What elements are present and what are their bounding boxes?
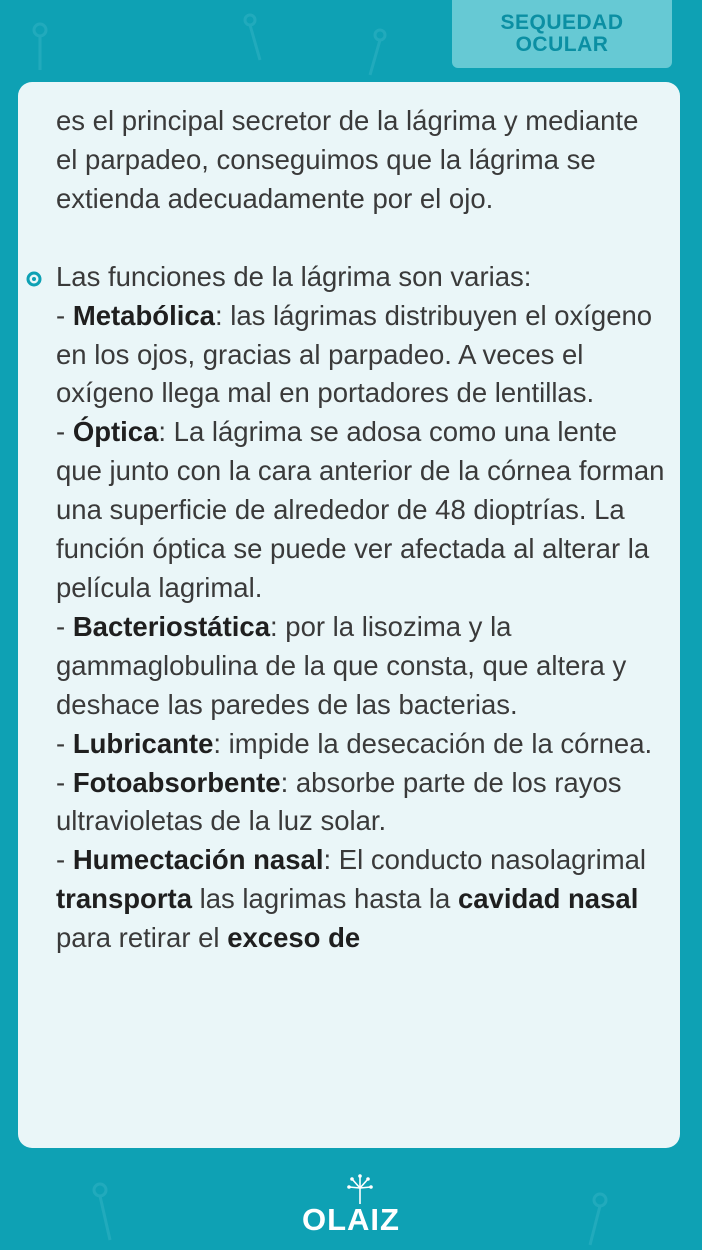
function-term: Bacteriostática xyxy=(72,610,270,642)
tag-line-1: SEQUEDAD xyxy=(500,11,624,34)
function-text: : absorbe parte de los rayos ultravioletas de la luz solar. xyxy=(56,766,622,837)
function-item-metabolica: - Metabólica: las lágrimas distribuyen el oxígeno en los ojos, gracias al parpadeo. A veces el oxígeno llega mal en portadores de lentillas. xyxy=(56,299,653,409)
highlight-text: cavidad nasal xyxy=(457,883,639,915)
highlight-text: transporta xyxy=(56,883,192,915)
function-item-bacteriostatica: - Bacteriostática: por la lisozima y la gammaglobulina de la que consta, que altera y deshace las paredes de las bacterias. xyxy=(56,610,627,720)
function-term: Fotoabsorbente xyxy=(72,766,281,798)
highlight-text: exceso de xyxy=(227,922,361,954)
function-term: Lubricante xyxy=(72,727,214,759)
functions-title: Las funciones de la lágrima son varias: xyxy=(56,260,532,292)
tag-line-2: OCULAR xyxy=(515,33,609,56)
function-term: Óptica xyxy=(72,416,159,448)
function-item-humectacion: - Humectación nasal: El conducto nasolagrimal transporta las lagrimas hasta la cavidad nasal para retirar el exceso de xyxy=(56,844,647,954)
function-item-fotoabsorbente: - Fotoabsorbente: absorbe parte de los rayos ultravioletas de la luz solar. xyxy=(56,766,622,837)
category-tag xyxy=(452,0,672,68)
functions-section xyxy=(56,258,666,297)
bullet-icon xyxy=(26,271,42,287)
brand-logo xyxy=(0,1178,702,1238)
function-text: : las lágrimas distribuyen el oxígeno en los ojos, gracias al parpadeo. A veces el oxígeno llega mal en portadores de lentillas. xyxy=(56,299,653,409)
function-text: las lagrimas hasta la xyxy=(192,883,458,915)
function-text: : impide la desecación de la córnea. xyxy=(213,727,653,759)
function-text: : La lágrima se adosa como una lente que junto con la cara anterior de la córnea forman una superficie de alrededor de 48 dioptrías. La función óptica se puede ver afectada al alterar la película lagrimal. xyxy=(56,416,665,603)
function-text: : El conducto nasolagrimal xyxy=(323,844,647,876)
function-term: Humectación nasal xyxy=(72,844,324,876)
logo-text: OLAIZ xyxy=(302,1202,400,1237)
content-card xyxy=(18,82,680,1148)
function-item-optica: - Óptica: La lágrima se adosa como una lente que junto con la cara anterior de la córnea forman una superficie de alrededor de 48 dioptrías. La función óptica se puede ver afectada al alterar la película lagrimal. xyxy=(56,416,665,603)
intro-paragraph: es el principal secretor de la lágrima y mediante el parpadeo, conseguimos que la lágrima se extienda adecuadamente por el ojo. xyxy=(56,105,639,214)
function-text: para retirar el xyxy=(56,922,228,954)
dandelion-icon xyxy=(346,1174,374,1204)
function-term: Metabólica xyxy=(72,299,215,331)
function-item-lubricante: - Lubricante: impide la desecación de la córnea. xyxy=(56,727,653,759)
function-text: : por la lisozima y la gammaglobulina de la que consta, que altera y deshace las paredes de las bacterias. xyxy=(56,610,627,720)
